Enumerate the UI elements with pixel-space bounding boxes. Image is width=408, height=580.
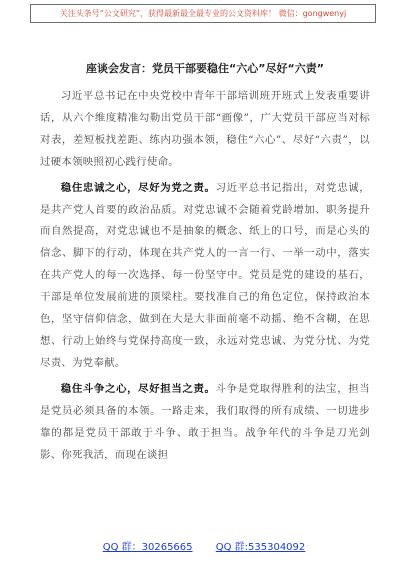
section-loyalty-body: 习近平总书记指出，对党忠诚，是共产党人首要的政治品质。对党忠诚不会随着党龄增加、职务提升而自然提高，对党忠诚也不是抽象的概念、纸上的口号，而是心头的信念、脚下的行动，体现在共产党人的一言一行、一举一动中，落实在共产党人的每一次选择、每一份坚守中。党员是党的建设的基石，干部是单位发展前进的顶梁柱。要找准自己的角色定位，保持政治本色，坚守信仰信念，做到在大是大非面前毫不动摇、绝不含糊，在思想、行动上始终与党保持高度一致，永远对党忠诚、为党分忧、为党尽责、为党奉献。 [40,181,370,369]
document-title: 座谈会发言：党员干部要稳住“六心”尽好“六责” [86,62,324,75]
header-banner: 关注头条号“公文研究”，获得最新最全最专业的公文资料库！ 微信：gongwenyj [30,4,376,23]
document-page [40,60,370,470]
section-struggle-heading: 稳住斗争之心，尽好担当之责。 [60,382,216,395]
footer [0,538,408,553]
qq-group-link-2[interactable]: QQ 群:535304092 [215,542,306,553]
section-struggle-body: 斗争是党取得胜利的法宝，担当是党员必须具备的本领。一路走来，我们取得的所有成绩、一切进步靠的都是党员干部敢于斗争、敢于担当。战争年代的斗争是刀光剑影、你死我活，而现在谈担 [40,382,370,461]
section-loyalty-heading: 稳住忠诚之心，尽好为党之责。 [60,181,216,194]
section-loyalty [40,178,370,375]
intro-paragraph: 习近平总书记在中央党校中青年干部培训班开班式上发表重要讲话，从六个维度精准勾勒出党员干部“画像”，广大党员干部应当对标对表，差短板找差距、练内功强本领，稳住“六心”、尽好“六责”，以过硬本领映照初心践行使命。 [40,90,370,168]
section-struggle [40,379,370,467]
qq-group-link-1[interactable]: QQ 群：30265665 [102,542,193,553]
